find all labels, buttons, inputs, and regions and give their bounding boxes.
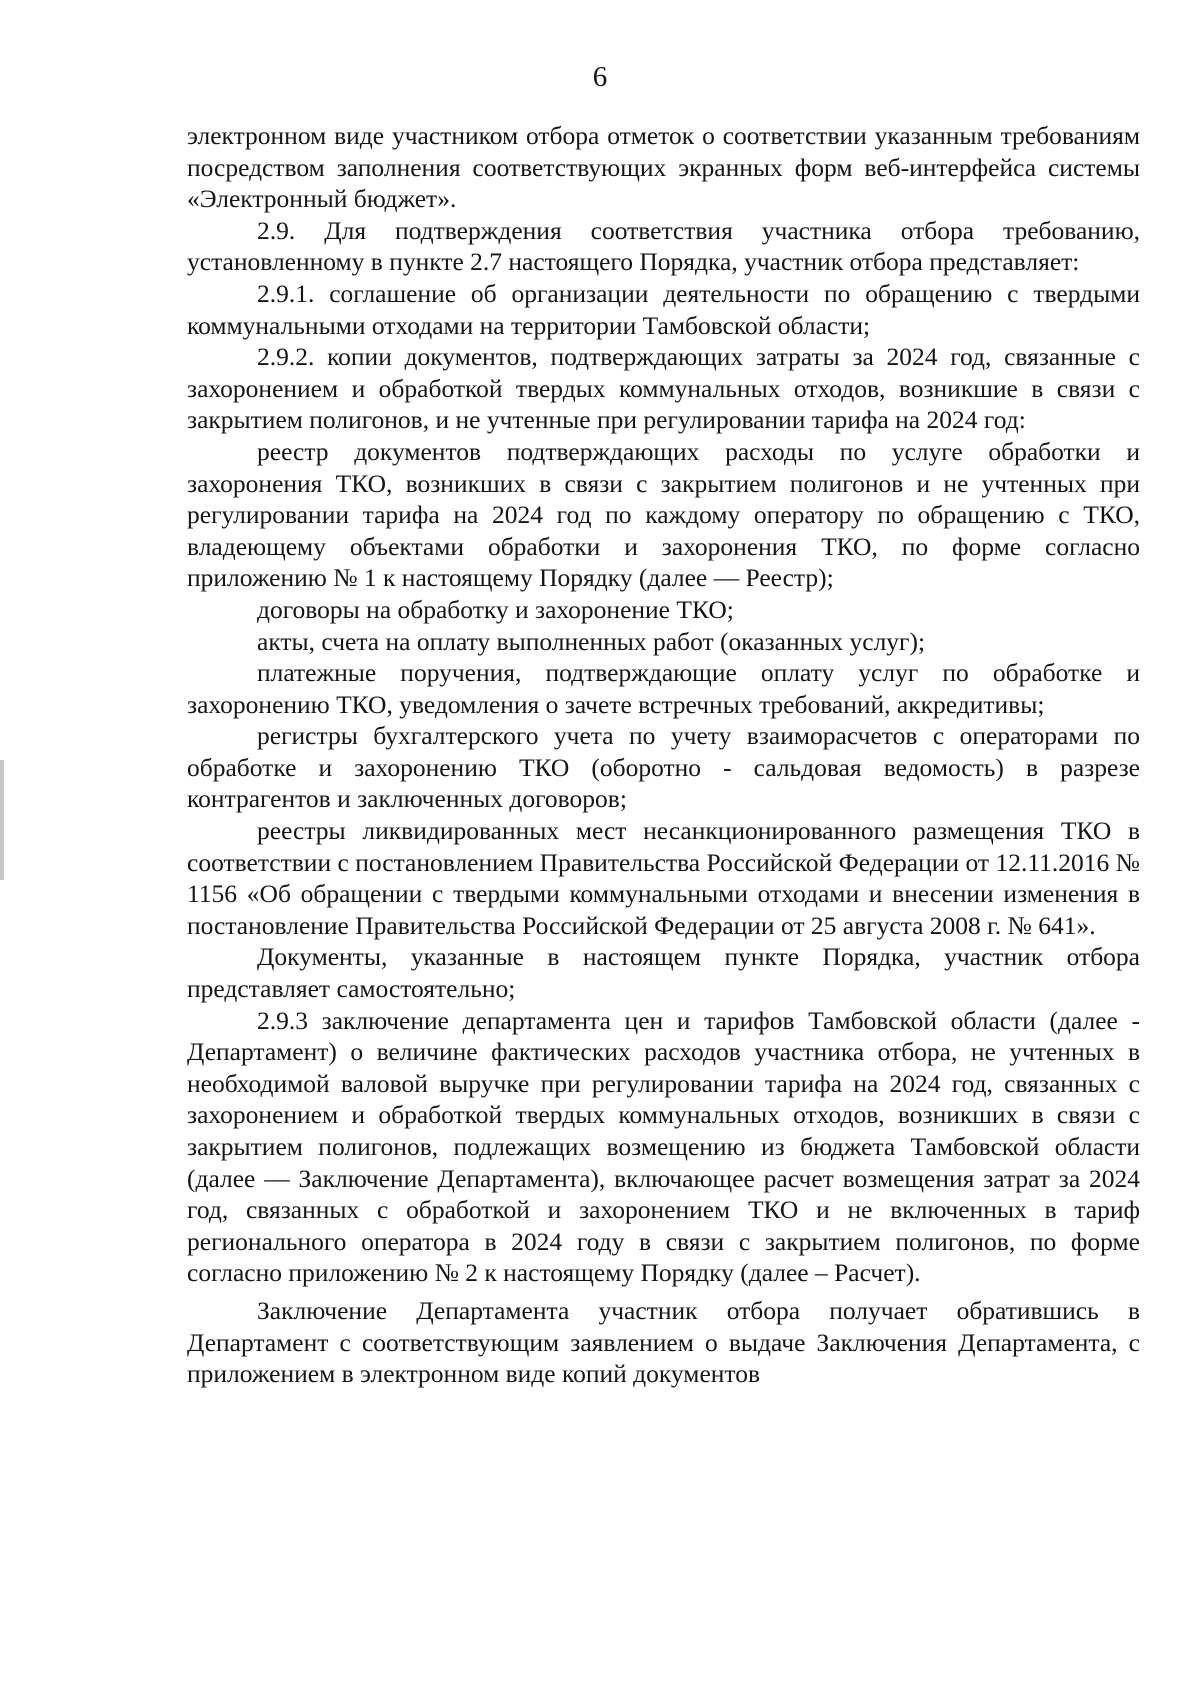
paragraph-continuation: электронном виде участником отбора отметок о соответствии указанным требованиям посредством заполнения соответствующих экранных форм веб-интерфейса системы «Электронный бюджет». xyxy=(187,121,1140,214)
paragraph-acts: акты, счета на оплату выполненных работ (оказанных услуг); xyxy=(257,626,926,656)
paragraph-liquidated-sites: реестры ликвидированных мест несанкционированного размещения ТКО в соответствии с постановлением Правительства Российской Федерации от 12.11.2016 № 1156 «Об обращении с твердыми коммунальными отходами и внесении изменения в постановление Правительства Российской Федерации от 25 августа 2008 г. № 641». xyxy=(187,816,1140,940)
paragraph-department-conclusion: Заключение Департамента участник отбора получает обратившись в Департамент с соответствующим заявлением о выдаче Заключения Департамента, с приложением в электронном виде копий документов xyxy=(187,1295,1140,1389)
paragraph-contracts: договоры на обработку и захоронение ТКО; xyxy=(257,594,734,624)
paragraph-registry: реестр документов подтверждающих расходы по услуге обработки и захоронения ТКО, возникших в связи с закрытием полигонов и не учтенных при регулировании тарифа на 2024 год по каждому оператору по обращению с ТКО, владеющему объектами обработки и захоронения ТКО, по форме согласно приложению № 1 к настоящему Порядку (далее — Реестр); xyxy=(187,436,1140,593)
paragraph-documents-submission: Документы, указанные в настоящем пункте Порядка, участник отбора представляет самостоятельно; xyxy=(187,942,1140,1004)
paragraph-accounting-registers: регистры бухгалтерского учета по учету взаиморасчетов с операторами по обработке и захоронению ТКО (оборотно - сальдовая ведомость) в разрезе контрагентов и заключенных договоров; xyxy=(187,721,1140,814)
document-body xyxy=(187,120,1140,1390)
paragraph-2-9-2: 2.9.2. копии документов, подтверждающих затраты за 2024 год, связанные с захоронением и обработкой твердых коммунальных отходов, возникшие в связи с закрытием полигонов, и не учтенные при регулировании тарифа на 2024 год: xyxy=(187,342,1140,435)
paragraph-payment-orders: платежные поручения, подтверждающие оплату услуг по обработке и захоронению ТКО, уведомления о зачете встречных требований, аккредитивы; xyxy=(187,658,1140,719)
paragraph-2-9-3: 2.9.3 заключение департамента цен и тарифов Тамбовской области (далее - Департамент) о величине фактических расходов участника отбора, не учтенных в необходимой валовой выручке при регулировании тарифа на 2024 год, связанных с захоронением и обработкой твердых коммунальных отходов, возникших в связи с закрытием полигонов, подлежащих возмещению из бюджета Тамбовской области (далее — Заключение Департамента), включающее расчет возмещения затрат за 2024 год, связанных с обработкой и захоронением ТКО и не включенных в тариф регионального оператора в 2024 году в связи с закрытием полигонов, по форме согласно приложению № 2 к настоящему Порядку (далее – Расчет). xyxy=(187,1005,1140,1288)
paragraph-2-9-1: 2.9.1. соглашение об организации деятельности по обращению с твердыми коммунальными отходами на территории Тамбовской области; xyxy=(187,278,1140,340)
page-number: 6 xyxy=(592,61,608,93)
scan-artifact xyxy=(0,760,4,880)
paragraph-2-9: 2.9. Для подтверждения соответствия участника отбора требованию, установленному в пункте 2.7 настоящего Порядка, участник отбора представляет: xyxy=(187,215,1140,277)
